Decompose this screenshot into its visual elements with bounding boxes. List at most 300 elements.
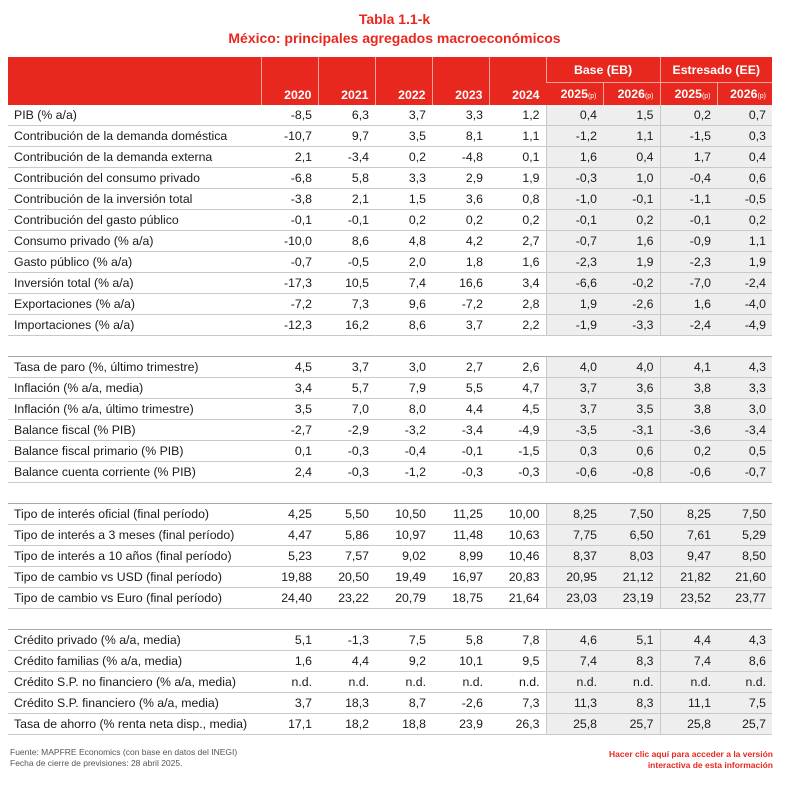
value-cell: 3,7 xyxy=(261,693,318,714)
row-label: Tipo de cambio vs USD (final período) xyxy=(8,567,261,588)
forecast-cell: 0,4 xyxy=(546,105,603,126)
forecast-cell: 5,29 xyxy=(717,525,772,546)
forecast-cell: 0,2 xyxy=(660,441,717,462)
forecast-cell: -3,5 xyxy=(546,420,603,441)
value-cell: 5,5 xyxy=(432,378,489,399)
value-cell: 9,2 xyxy=(375,651,432,672)
value-cell: 8,6 xyxy=(375,315,432,336)
value-cell: n.d. xyxy=(318,672,375,693)
value-cell: n.d. xyxy=(261,672,318,693)
value-cell: 21,64 xyxy=(489,588,546,609)
value-cell: 1,2 xyxy=(489,105,546,126)
value-cell: -1,2 xyxy=(375,462,432,483)
spacer-cell xyxy=(546,609,603,630)
spacer-cell xyxy=(717,483,772,504)
spacer-cell xyxy=(8,336,261,357)
row-label: Crédito familias (% a/a, media) xyxy=(8,651,261,672)
value-cell: -4,9 xyxy=(489,420,546,441)
value-cell: 23,22 xyxy=(318,588,375,609)
forecast-cell: 20,95 xyxy=(546,567,603,588)
forecast-cell: -1,2 xyxy=(546,126,603,147)
forecast-cell: 7,5 xyxy=(717,693,772,714)
value-cell: 0,2 xyxy=(375,210,432,231)
value-cell: n.d. xyxy=(489,672,546,693)
value-cell: 11,25 xyxy=(432,504,489,525)
value-cell: -0,3 xyxy=(432,462,489,483)
forecast-cell: 3,8 xyxy=(660,378,717,399)
forecast-cell: 1,7 xyxy=(660,147,717,168)
value-cell: 3,3 xyxy=(432,105,489,126)
forecast-cell: -1,5 xyxy=(660,126,717,147)
value-cell: 1,6 xyxy=(489,252,546,273)
forecast-cell: n.d. xyxy=(603,672,660,693)
spacer-cell xyxy=(261,483,318,504)
value-cell: 8,99 xyxy=(432,546,489,567)
value-cell: 18,3 xyxy=(318,693,375,714)
value-cell: 5,50 xyxy=(318,504,375,525)
spacer-cell xyxy=(546,483,603,504)
forecast-cell: -0,1 xyxy=(603,189,660,210)
value-cell: 9,6 xyxy=(375,294,432,315)
value-cell: 20,79 xyxy=(375,588,432,609)
value-cell: 8,6 xyxy=(318,231,375,252)
value-cell: 3,3 xyxy=(375,168,432,189)
value-cell: 10,63 xyxy=(489,525,546,546)
forecast-cell: -3,4 xyxy=(717,420,772,441)
forecast-cell: 1,6 xyxy=(660,294,717,315)
value-cell: 9,02 xyxy=(375,546,432,567)
value-cell: 5,23 xyxy=(261,546,318,567)
forecast-cell: 8,25 xyxy=(660,504,717,525)
value-cell: n.d. xyxy=(432,672,489,693)
table-row xyxy=(8,105,772,126)
value-cell: -17,3 xyxy=(261,273,318,294)
header-label-cell xyxy=(8,57,261,105)
forecast-cell: 4,0 xyxy=(603,357,660,378)
table-row xyxy=(8,399,772,420)
forecast-cell: 1,1 xyxy=(603,126,660,147)
value-cell: 5,8 xyxy=(432,630,489,651)
group-spacer xyxy=(8,336,772,357)
value-cell: 7,3 xyxy=(318,294,375,315)
table-row xyxy=(8,693,772,714)
spacer-cell xyxy=(660,336,717,357)
value-cell: -0,3 xyxy=(318,462,375,483)
value-cell: 8,1 xyxy=(432,126,489,147)
link-line-1[interactable]: Hacer clic aquí para acceder a la versión xyxy=(609,749,773,759)
value-cell: 10,1 xyxy=(432,651,489,672)
value-cell: -7,2 xyxy=(432,294,489,315)
forecast-cell: -0,2 xyxy=(603,273,660,294)
macro-table xyxy=(8,57,772,735)
forecast-cell: 1,1 xyxy=(717,231,772,252)
spacer-cell xyxy=(717,336,772,357)
value-cell: 2,6 xyxy=(489,357,546,378)
value-cell: -3,4 xyxy=(432,420,489,441)
value-cell: 2,4 xyxy=(261,462,318,483)
value-cell: 1,8 xyxy=(432,252,489,273)
forecast-cell: 7,75 xyxy=(546,525,603,546)
value-cell: 20,83 xyxy=(489,567,546,588)
forecast-cell: -7,0 xyxy=(660,273,717,294)
value-cell: n.d. xyxy=(375,672,432,693)
value-cell: 20,50 xyxy=(318,567,375,588)
value-cell: -0,7 xyxy=(261,252,318,273)
value-cell: -2,6 xyxy=(432,693,489,714)
row-label: Inflación (% a/a, media) xyxy=(8,378,261,399)
value-cell: 8,7 xyxy=(375,693,432,714)
forecast-cell: 1,6 xyxy=(603,231,660,252)
value-cell: 7,0 xyxy=(318,399,375,420)
forecast-cell: -3,6 xyxy=(660,420,717,441)
table-row xyxy=(8,504,772,525)
value-cell: 7,9 xyxy=(375,378,432,399)
row-label: Tasa de ahorro (% renta neta disp., media) xyxy=(8,714,261,735)
forecast-cell: 25,8 xyxy=(546,714,603,735)
value-cell: 5,7 xyxy=(318,378,375,399)
value-cell: 10,50 xyxy=(375,504,432,525)
forecast-cell: 4,3 xyxy=(717,630,772,651)
value-cell: 0,8 xyxy=(489,189,546,210)
table-row xyxy=(8,126,772,147)
table-row xyxy=(8,672,772,693)
forecast-cell: 1,6 xyxy=(546,147,603,168)
forecast-cell: -1,1 xyxy=(660,189,717,210)
value-cell: 2,1 xyxy=(318,189,375,210)
spacer-cell xyxy=(375,336,432,357)
spacer-cell xyxy=(375,609,432,630)
value-cell: -0,3 xyxy=(318,441,375,462)
forecast-cell: 3,7 xyxy=(546,399,603,420)
forecast-cell: 23,77 xyxy=(717,588,772,609)
value-cell: -3,8 xyxy=(261,189,318,210)
forecast-cell: 0,2 xyxy=(660,105,717,126)
title-block xyxy=(0,10,789,48)
spacer-cell xyxy=(261,609,318,630)
row-label: Inversión total (% a/a) xyxy=(8,273,261,294)
value-cell: 3,4 xyxy=(261,378,318,399)
value-cell: 1,5 xyxy=(375,189,432,210)
header-row-groups xyxy=(8,57,772,83)
forecast-cell: 23,52 xyxy=(660,588,717,609)
forecast-cell: 0,5 xyxy=(717,441,772,462)
value-cell: 5,86 xyxy=(318,525,375,546)
value-cell: -0,1 xyxy=(261,210,318,231)
table-row xyxy=(8,651,772,672)
forecast-cell: 0,2 xyxy=(603,210,660,231)
header-fc-year: 2025(p) xyxy=(660,83,717,106)
forecast-cell: -0,7 xyxy=(546,231,603,252)
table-row xyxy=(8,357,772,378)
forecast-cell: 11,3 xyxy=(546,693,603,714)
value-cell: 3,6 xyxy=(432,189,489,210)
forecast-cell: 7,4 xyxy=(546,651,603,672)
row-label: Balance cuenta corriente (% PIB) xyxy=(8,462,261,483)
value-cell: 10,97 xyxy=(375,525,432,546)
forecast-cell: -0,8 xyxy=(603,462,660,483)
value-cell: 11,48 xyxy=(432,525,489,546)
forecast-cell: 25,7 xyxy=(717,714,772,735)
spacer-cell xyxy=(8,609,261,630)
forecast-cell: 0,3 xyxy=(717,126,772,147)
forecast-cell: 4,4 xyxy=(660,630,717,651)
value-cell: 3,7 xyxy=(318,357,375,378)
spacer-cell xyxy=(489,336,546,357)
table-row xyxy=(8,252,772,273)
value-cell: -0,5 xyxy=(318,252,375,273)
forecast-cell: 3,7 xyxy=(546,378,603,399)
forecast-cell: 1,9 xyxy=(546,294,603,315)
forecast-cell: -1,0 xyxy=(546,189,603,210)
value-cell: 4,47 xyxy=(261,525,318,546)
value-cell: 9,5 xyxy=(489,651,546,672)
table-row xyxy=(8,189,772,210)
table-title: Tabla 1.1-k xyxy=(358,11,431,27)
group-spacer xyxy=(8,483,772,504)
value-cell: -12,3 xyxy=(261,315,318,336)
forecast-cell: 25,8 xyxy=(660,714,717,735)
value-cell: 18,2 xyxy=(318,714,375,735)
header-year: 2022 xyxy=(375,57,432,105)
value-cell: -0,1 xyxy=(318,210,375,231)
value-cell: -3,2 xyxy=(375,420,432,441)
value-cell: 10,00 xyxy=(489,504,546,525)
spacer-cell xyxy=(318,609,375,630)
value-cell: 3,7 xyxy=(432,315,489,336)
forecast-cell: 7,61 xyxy=(660,525,717,546)
spacer-cell xyxy=(318,336,375,357)
forecast-cell: n.d. xyxy=(546,672,603,693)
footer-source: Fuente: MAPFRE Economics (con base en datos del INEGI) xyxy=(10,747,238,757)
value-cell: -2,9 xyxy=(318,420,375,441)
value-cell: 10,46 xyxy=(489,546,546,567)
forecast-cell: 3,3 xyxy=(717,378,772,399)
spacer-cell xyxy=(717,609,772,630)
value-cell: -8,5 xyxy=(261,105,318,126)
forecast-cell: 21,12 xyxy=(603,567,660,588)
value-cell: -2,7 xyxy=(261,420,318,441)
value-cell: 16,97 xyxy=(432,567,489,588)
table-row xyxy=(8,315,772,336)
forecast-cell: 11,1 xyxy=(660,693,717,714)
value-cell: 2,7 xyxy=(432,357,489,378)
table-row xyxy=(8,378,772,399)
forecast-cell: -0,6 xyxy=(546,462,603,483)
value-cell: 2,8 xyxy=(489,294,546,315)
table-row xyxy=(8,273,772,294)
forecast-cell: n.d. xyxy=(717,672,772,693)
row-label: Balance fiscal (% PIB) xyxy=(8,420,261,441)
value-cell: 3,4 xyxy=(489,273,546,294)
header-year: 2023 xyxy=(432,57,489,105)
row-label: PIB (% a/a) xyxy=(8,105,261,126)
forecast-cell: 0,3 xyxy=(546,441,603,462)
value-cell: -1,5 xyxy=(489,441,546,462)
header-fc-year: 2025(p) xyxy=(546,83,603,106)
forecast-cell: 4,1 xyxy=(660,357,717,378)
forecast-cell: 8,3 xyxy=(603,651,660,672)
header-year: 2021 xyxy=(318,57,375,105)
forecast-cell: 0,4 xyxy=(603,147,660,168)
spacer-cell xyxy=(261,336,318,357)
table-row xyxy=(8,546,772,567)
forecast-cell: 25,7 xyxy=(603,714,660,735)
table-row xyxy=(8,588,772,609)
row-label: Tipo de interés oficial (final período) xyxy=(8,504,261,525)
value-cell: 4,2 xyxy=(432,231,489,252)
value-cell: -4,8 xyxy=(432,147,489,168)
value-cell: 4,7 xyxy=(489,378,546,399)
forecast-cell: 3,5 xyxy=(603,399,660,420)
row-label: Tasa de paro (%, último trimestre) xyxy=(8,357,261,378)
forecast-cell: -3,1 xyxy=(603,420,660,441)
header-fc-year: 2026(p) xyxy=(717,83,772,106)
table-row xyxy=(8,231,772,252)
interactive-version-link[interactable] xyxy=(609,749,773,771)
value-cell: 4,5 xyxy=(489,399,546,420)
row-label: Contribución del consumo privado xyxy=(8,168,261,189)
forecast-cell: -2,4 xyxy=(660,315,717,336)
value-cell: 7,4 xyxy=(375,273,432,294)
value-cell: 4,5 xyxy=(261,357,318,378)
value-cell: 4,4 xyxy=(318,651,375,672)
table-row xyxy=(8,630,772,651)
forecast-cell: 23,19 xyxy=(603,588,660,609)
spacer-cell xyxy=(375,483,432,504)
value-cell: -1,3 xyxy=(318,630,375,651)
forecast-cell: 3,0 xyxy=(717,399,772,420)
table-row xyxy=(8,420,772,441)
value-cell: 19,49 xyxy=(375,567,432,588)
value-cell: 1,1 xyxy=(489,126,546,147)
footer-notes xyxy=(10,747,237,769)
value-cell: -0,4 xyxy=(375,441,432,462)
header-base-scenario: Base (EB) xyxy=(546,57,660,83)
forecast-cell: 7,50 xyxy=(717,504,772,525)
spacer-cell xyxy=(432,336,489,357)
header-year: 2024 xyxy=(489,57,546,105)
spacer-cell xyxy=(432,609,489,630)
row-label: Contribución de la inversión total xyxy=(8,189,261,210)
forecast-cell: 8,03 xyxy=(603,546,660,567)
forecast-cell: -0,6 xyxy=(660,462,717,483)
forecast-cell: -0,4 xyxy=(660,168,717,189)
forecast-cell: 0,7 xyxy=(717,105,772,126)
value-cell: 2,2 xyxy=(489,315,546,336)
value-cell: 10,5 xyxy=(318,273,375,294)
forecast-cell: -1,9 xyxy=(546,315,603,336)
value-cell: 7,3 xyxy=(489,693,546,714)
forecast-cell: 4,3 xyxy=(717,357,772,378)
forecast-cell: 7,4 xyxy=(660,651,717,672)
row-label: Importaciones (% a/a) xyxy=(8,315,261,336)
value-cell: 0,2 xyxy=(432,210,489,231)
forecast-cell: 3,6 xyxy=(603,378,660,399)
header-stress-scenario: Estresado (EE) xyxy=(660,57,772,83)
row-label: Crédito S.P. financiero (% a/a, media) xyxy=(8,693,261,714)
row-label: Contribución del gasto público xyxy=(8,210,261,231)
row-label: Inflación (% a/a, último trimestre) xyxy=(8,399,261,420)
value-cell: 7,57 xyxy=(318,546,375,567)
spacer-cell xyxy=(489,609,546,630)
value-cell: -0,1 xyxy=(432,441,489,462)
forecast-cell: 1,0 xyxy=(603,168,660,189)
forecast-cell: 0,6 xyxy=(603,441,660,462)
value-cell: 0,2 xyxy=(489,210,546,231)
value-cell: -0,3 xyxy=(489,462,546,483)
forecast-cell: 1,5 xyxy=(603,105,660,126)
spacer-cell xyxy=(8,483,261,504)
value-cell: 16,6 xyxy=(432,273,489,294)
spacer-cell xyxy=(603,336,660,357)
forecast-cell: 8,25 xyxy=(546,504,603,525)
value-cell: 9,7 xyxy=(318,126,375,147)
spacer-cell xyxy=(489,483,546,504)
forecast-cell: 21,60 xyxy=(717,567,772,588)
forecast-cell: 4,6 xyxy=(546,630,603,651)
spacer-cell xyxy=(660,483,717,504)
forecast-cell: -3,3 xyxy=(603,315,660,336)
table-row xyxy=(8,168,772,189)
value-cell: 19,88 xyxy=(261,567,318,588)
row-label: Balance fiscal primario (% PIB) xyxy=(8,441,261,462)
forecast-cell: 1,9 xyxy=(603,252,660,273)
value-cell: 2,9 xyxy=(432,168,489,189)
forecast-cell: 3,8 xyxy=(660,399,717,420)
value-cell: 2,0 xyxy=(375,252,432,273)
forecast-cell: 0,2 xyxy=(717,210,772,231)
row-label: Gasto público (% a/a) xyxy=(8,252,261,273)
footer-cutoff: Fecha de cierre de previsiones: 28 abril 2025. xyxy=(10,758,183,768)
table-row xyxy=(8,147,772,168)
forecast-cell: -4,0 xyxy=(717,294,772,315)
forecast-cell: n.d. xyxy=(660,672,717,693)
value-cell: 5,8 xyxy=(318,168,375,189)
forecast-cell: 7,50 xyxy=(603,504,660,525)
header-year: 2020 xyxy=(261,57,318,105)
forecast-cell: -2,3 xyxy=(546,252,603,273)
forecast-cell: -2,3 xyxy=(660,252,717,273)
value-cell: 3,5 xyxy=(375,126,432,147)
value-cell: 18,8 xyxy=(375,714,432,735)
forecast-cell: 0,6 xyxy=(717,168,772,189)
forecast-cell: 8,3 xyxy=(603,693,660,714)
forecast-cell: -0,3 xyxy=(546,168,603,189)
forecast-cell: 23,03 xyxy=(546,588,603,609)
forecast-cell: 8,6 xyxy=(717,651,772,672)
value-cell: 0,2 xyxy=(375,147,432,168)
forecast-cell: -0,5 xyxy=(717,189,772,210)
table-row xyxy=(8,567,772,588)
row-label: Contribución de la demanda doméstica xyxy=(8,126,261,147)
table-row xyxy=(8,714,772,735)
forecast-cell: -2,6 xyxy=(603,294,660,315)
link-line-2[interactable]: interactiva de esta información xyxy=(647,760,773,770)
spacer-cell xyxy=(603,609,660,630)
header-fc-year: 2026(p) xyxy=(603,83,660,106)
forecast-cell: 4,0 xyxy=(546,357,603,378)
table-body xyxy=(8,105,772,735)
value-cell: -10,0 xyxy=(261,231,318,252)
row-label: Tipo de cambio vs Euro (final período) xyxy=(8,588,261,609)
value-cell: -7,2 xyxy=(261,294,318,315)
table-row xyxy=(8,294,772,315)
value-cell: 8,0 xyxy=(375,399,432,420)
row-label: Tipo de interés a 3 meses (final período) xyxy=(8,525,261,546)
value-cell: 0,1 xyxy=(489,147,546,168)
forecast-cell: -0,9 xyxy=(660,231,717,252)
spacer-cell xyxy=(546,336,603,357)
